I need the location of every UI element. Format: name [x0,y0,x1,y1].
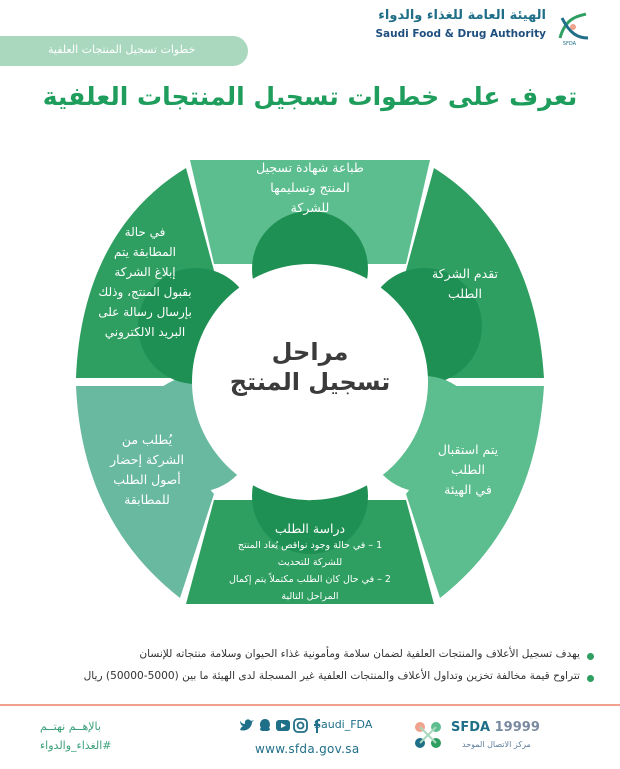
logo-arabic-name: الهيئة العامة للغذاء والدواء [378,8,546,23]
bullet-dot-icon [587,675,594,682]
note-text: يهدف تسجيل الأعلاف والمنتجات العلفية لضمان سلامة ومأمونية غذاء الحيوان وسلامة منتجاته للإنسان [139,648,580,660]
note-item [20,668,598,690]
step-5-line: بإرسال رسالة على [98,305,192,319]
step-3-line: المراحل التالية [281,591,339,602]
step-5-line: البريد الالكتروني [104,325,186,339]
page-title: تعرف على خطوات تسجيل المنتجات العلفية [42,82,578,111]
step-3-text [212,520,408,605]
step-5-text [80,222,210,342]
step-4-line: للمطابقة [124,492,170,507]
twitter-icon[interactable] [240,719,254,730]
notes-list [20,646,598,690]
hotline-icon [412,718,446,752]
social-handle[interactable]: Saudi_FDA [314,718,373,731]
step-2-line: الطلب [451,462,485,477]
step-number-4: 4 [210,423,226,448]
step-3-line: 2 – في حال كان الطلب مكتملاً يتم إكمال [229,574,391,585]
step-6-line: المنتج وتسليمها [270,180,350,195]
step-number-1: 1 [392,315,408,340]
step-4-text [92,430,202,510]
topic-banner [0,36,248,66]
step-1-line: تقدم الشركة [431,266,499,281]
hotline-brand: SFDA [451,720,491,735]
step-1-line: الطلب [448,286,482,301]
note-item [20,646,598,668]
banner-text: خطوات تسجيل المنتجات العلفية [48,43,196,56]
step-number-6: 6 [302,265,318,290]
instagram-icon[interactable] [294,719,307,732]
logo-english-name: Saudi Food & Drug Authority [375,28,546,40]
step-3-line: للشركة للتحديث [277,557,343,568]
step-4-line: الشركة إحضار [110,452,184,467]
hotline-digits: 19999 [494,720,540,735]
slogan: بالإهــم نهتــم [40,720,101,733]
step-4-line: أصول الطلب [113,472,181,487]
header [0,0,620,46]
step-5-line: المطابقة يتم [113,245,177,259]
step-6-text [210,158,410,218]
note-text: تتراوح قيمة مخالفة تخزين وتداول الأعلاف والمنتجات العلفية غير المسجلة لدى الهيئة ما بين (5000-50000) ريال [83,670,580,682]
step-2-text [418,440,518,500]
footer-divider [0,704,620,706]
sfda-emblem-icon [554,8,592,46]
center-line-2: تسجيل المنتج [229,368,391,396]
step-5-line: إبلاغ الشركة [114,265,176,279]
step-2-line: في الهيئة [444,482,492,497]
step-5-line: بقبول المنتج، وذلك [98,285,192,299]
footer [0,708,620,769]
hashtag[interactable]: #الغذاء_والدواء [40,739,112,752]
step-6-line: للشركة [290,200,330,215]
bullet-dot-icon [587,653,594,660]
step-3-heading: دراسة الطلب [274,521,346,536]
step-number-2: 2 [392,423,408,448]
website-link[interactable]: www.sfda.gov.sa [255,742,360,756]
youtube-icon[interactable] [276,720,290,731]
step-6-line: طباعة شهادة تسجيل [256,160,364,175]
step-3-line: 1 – في حالة وجود نواقص يُعاد المنتج [237,540,383,551]
hotline-caption: مركز الاتصال الموحد [462,740,531,749]
step-number-3: 3 [302,481,318,506]
step-2-line: يتم استقبال [437,442,499,457]
logo-badge: SFDA [562,41,576,46]
sfda-logo[interactable] [375,6,592,48]
step-5-line: في حالة [124,225,166,239]
step-1-text [410,264,520,304]
center-line-1: مراحل [271,338,349,366]
step-number-5: 5 [210,315,226,340]
hotline-number[interactable] [451,720,540,735]
step-4-line: يُطلب من [121,432,173,447]
snapchat-icon[interactable] [260,719,270,731]
